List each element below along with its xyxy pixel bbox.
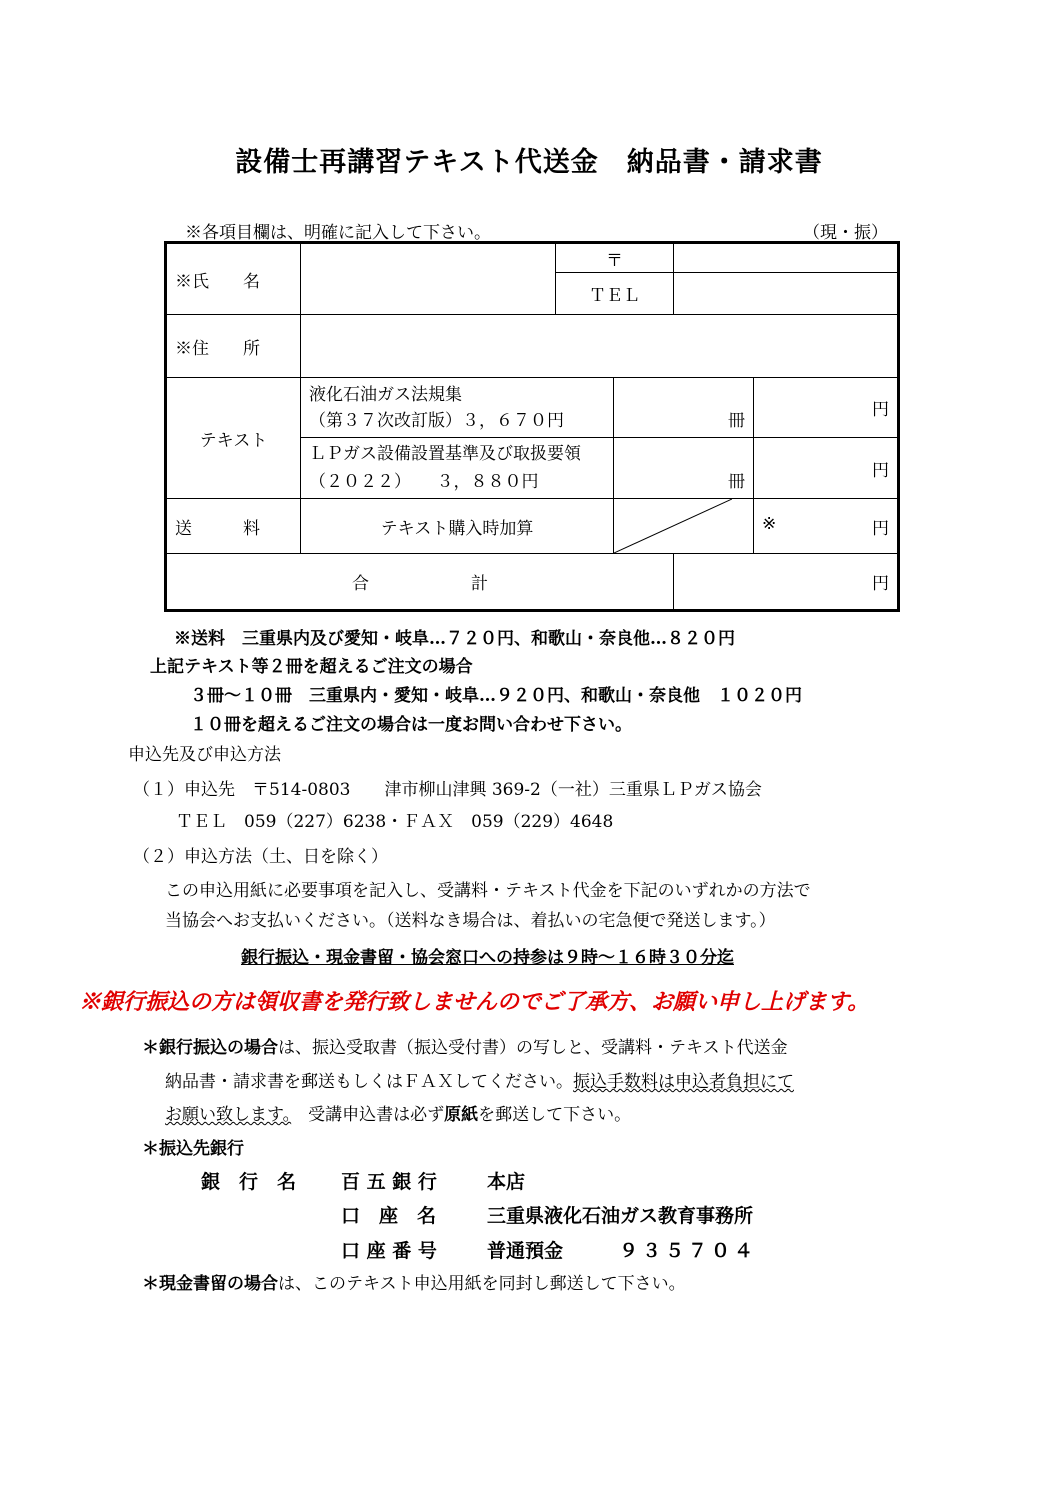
original-note-bold: 原紙: [444, 1105, 479, 1125]
item2-amount-field[interactable]: [754, 438, 899, 499]
item2-qty-field[interactable]: [614, 438, 754, 499]
original-note-b: を郵送して下さい。: [478, 1105, 632, 1125]
address-label: ※住 所: [166, 315, 301, 378]
name-field[interactable]: [301, 243, 556, 315]
bank-case-text: は、振込受取書（振込受付書）の写しと、受講料・テキスト代送金: [278, 1038, 788, 1058]
fee-note-end: お願い致します。: [165, 1105, 292, 1125]
name-label: ※氏 名: [166, 243, 301, 315]
account-number: ９３５７０４: [619, 1240, 758, 1262]
shipping-diagonal-cell: [614, 499, 754, 554]
fee-note: 振込手数料は申込者負担にて: [573, 1072, 794, 1092]
shipping-amount-field[interactable]: [754, 499, 899, 554]
instruction-note: ※各項目欄は、明確に記入して下さい。: [185, 223, 491, 243]
payment-type: （現・振）: [803, 223, 888, 243]
yen-unit: 円: [872, 518, 889, 539]
item2-title: ＬＰガス設備設置基準及び取扱要領: [309, 444, 581, 464]
account-name-label: 口 座 名: [341, 1205, 437, 1227]
shipping-note-1: ※送料 三重県内及び愛知・岐阜…７２０円、和歌山・奈良他…８２０円: [174, 629, 735, 649]
zip-label: 〒: [556, 243, 674, 273]
bank-case-line-3: [165, 1100, 631, 1125]
item1-qty-field[interactable]: [614, 378, 754, 438]
bank-case-text-2: 納品書・請求書を郵送もしくはＦＡＸしてください。: [165, 1072, 573, 1092]
cash-case-text: は、このテキスト申込用紙を同封し郵送して下さい。: [278, 1274, 686, 1294]
shipping-label: 送 料: [166, 499, 301, 554]
bank-name-label: 銀 行 名: [201, 1171, 297, 1193]
text-label: テキスト: [166, 378, 301, 499]
shipping-mark: ※: [762, 513, 777, 534]
shipping-note-2: 上記テキスト等２冊を超えるご注文の場合: [150, 657, 473, 677]
tel-label: ＴＥＬ: [556, 273, 674, 315]
total-label: 合 計: [166, 554, 674, 611]
item2-price: （２０２２） ３，８８０円: [309, 472, 539, 492]
yen-unit: 円: [872, 460, 889, 481]
account-type: 普通預金: [487, 1240, 564, 1262]
cash-case-line: [142, 1269, 686, 1294]
diagonal-line: [614, 499, 732, 553]
item1-amount-field[interactable]: [754, 378, 899, 438]
page-title: 設備士再講習テキスト代送金 納品書・請求書: [235, 147, 823, 178]
item1-price: （第３７次改訂版）３，６７０円: [309, 410, 564, 431]
receipt-warning: ※銀行振込の方は領収書を発行致しませんのでご了承方、お願い申し上げます。: [79, 989, 870, 1015]
bank-branch: 本店: [487, 1171, 526, 1193]
bank-dest-heading: ＊振込先銀行: [142, 1139, 244, 1159]
zip-field[interactable]: [674, 243, 899, 273]
bank-case-line-1: [142, 1033, 788, 1058]
tel-field[interactable]: [674, 273, 899, 315]
bank-name: 百 五 銀 行: [341, 1171, 437, 1193]
apply-method-body-1: この申込用紙に必要事項を記入し、受講料・テキスト代金を下記のいずれかの方法で: [165, 881, 811, 901]
item2-desc: [301, 438, 614, 499]
yen-unit: 円: [872, 400, 889, 420]
shipping-note-4: １０冊を超えるご注文の場合は一度お問い合わせ下さい。: [190, 715, 632, 735]
item1-desc: [301, 378, 614, 438]
address-field[interactable]: [301, 315, 899, 378]
order-form-table: [164, 241, 900, 612]
cash-case-heading: ＊現金書留の場合: [142, 1274, 278, 1294]
apply-destination: （１）申込先 〒514-0803 津市柳山津興 369-2（一社）三重県ＬＰガス協会: [133, 780, 762, 800]
item1-title: 液化石油ガス法規集: [309, 384, 462, 405]
shipping-note-3: ３冊～１０冊 三重県内・愛知・岐阜…９２０円、和歌山・奈良他 １０２０円: [190, 686, 802, 706]
shipping-desc: テキスト購入時加算: [301, 499, 614, 554]
apply-contact: ＴＥＬ 059（227）6238・ＦＡＸ 059（229）4648: [176, 812, 614, 832]
bank-case-heading: ＊銀行振込の場合: [142, 1038, 278, 1058]
original-note-a: 受講申込書は必ず: [291, 1105, 445, 1125]
books-unit: 冊: [728, 472, 745, 492]
bank-case-line-2: [165, 1067, 794, 1092]
apply-heading: 申込先及び申込方法: [128, 745, 281, 765]
yen-unit: 円: [872, 574, 889, 594]
apply-method-body-2: 当協会へお支払いください。（送料なき場合は、着払いの宅急便で発送します。）: [165, 911, 776, 931]
apply-hours: 銀行振込・現金書留・協会窓口への持参は９時～１６時３０分迄: [241, 948, 734, 968]
account-name: 三重県液化石油ガス教育事務所: [487, 1205, 754, 1227]
books-unit: 冊: [728, 411, 745, 431]
account-number-label: 口 座 番 号: [341, 1240, 437, 1262]
apply-method: （２）申込方法（土、日を除く）: [133, 847, 388, 867]
total-amount-field[interactable]: [674, 554, 899, 611]
